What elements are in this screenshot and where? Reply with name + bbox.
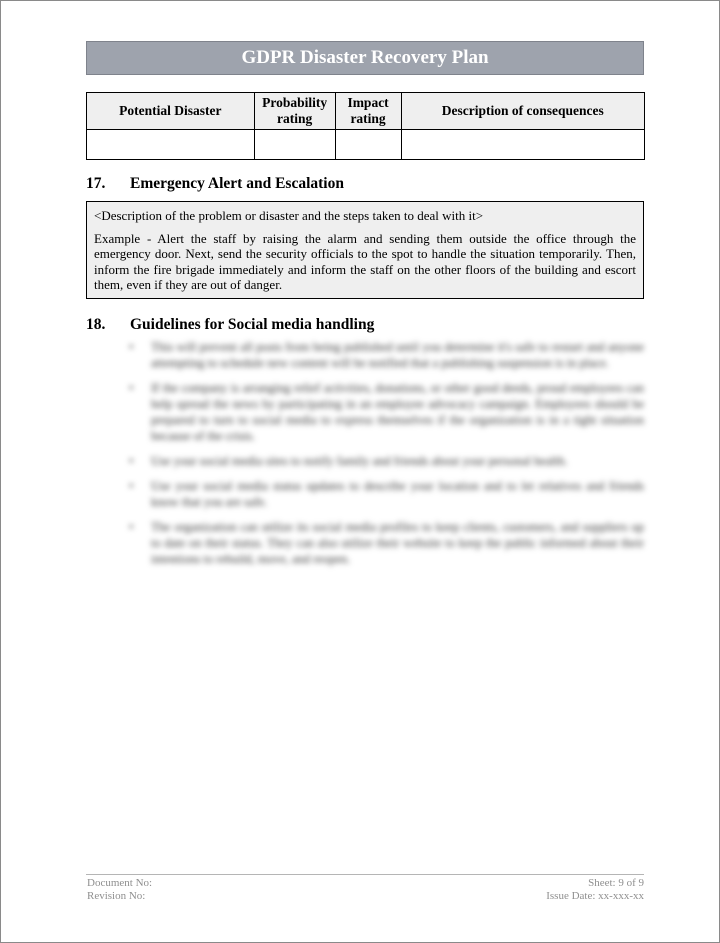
document-number-label: Document No: <box>87 877 153 889</box>
section-number: 17. <box>86 175 106 192</box>
table-cell <box>87 130 255 160</box>
section-title: Emergency Alert and Escalation <box>130 175 344 192</box>
header-probability-rating: Probability rating <box>254 93 335 130</box>
section-title: Guidelines for Social media handling <box>130 316 375 333</box>
section-18-heading <box>86 316 374 334</box>
issue-date: Issue Date: xx-xxx-xx <box>546 890 644 902</box>
risk-table-header-row <box>87 93 645 130</box>
header-impact-rating: Impact rating <box>335 93 401 130</box>
sheet-number: Sheet: 9 of 9 <box>588 877 644 889</box>
risk-table <box>86 92 645 160</box>
section-number: 18. <box>86 316 106 333</box>
footer-right <box>546 877 644 903</box>
blurred-bullet-list <box>129 339 644 576</box>
description-placeholder: <Description of the problem or disaster and the steps taken to deal with it> <box>94 208 484 223</box>
list-item: • The organization can utilize its social media profiles to keep clients, customers, and suppliers up to date on their status. They can also utilize their website to keep the public informed about their intentions to rebuild, move, and reopen. <box>129 519 644 567</box>
footer-left <box>87 877 152 903</box>
table-cell <box>401 130 644 160</box>
header-description-of-consequences: Description of consequences <box>401 93 644 130</box>
list-item: • If the company is arranging relief activities, donations, or other good deeds, proud employees can help spread the news by participating in an employee advocacy campaign. Employees should be prepared to turn to social media to express themselves if the organization is in a tight situation because of the crisis. <box>129 380 644 444</box>
footer-divider <box>86 874 644 875</box>
list-item: • Use your social media sites to notify family and friends about your personal health. <box>129 453 644 469</box>
document-title-banner: GDPR Disaster Recovery Plan <box>86 41 644 75</box>
section-17-heading <box>86 175 344 193</box>
list-item: • This will prevent all posts from being published until you determine it's safe to restart and anyone attempting to schedule new content will be notified that a publishing suspension is in place. <box>129 339 644 371</box>
emergency-alert-box <box>86 201 644 299</box>
table-cell <box>335 130 401 160</box>
table-cell <box>254 130 335 160</box>
list-item: • Use your social media status updates to describe your location and to let relatives and friends know that you are safe. <box>129 478 644 510</box>
revision-number-label: Revision No: <box>87 890 146 902</box>
table-row <box>87 130 645 160</box>
example-text: Example - Alert the staff by raising the alarm and sending them outside the office through the emergency door. Next, send the security officials to the spot to handle the situation temporarily. Then, inform the fire brigade immediately and inform the staff on the other floors of the building and escort them, even if they are out of danger. <box>94 230 636 292</box>
header-potential-disaster: Potential Disaster <box>87 93 255 130</box>
